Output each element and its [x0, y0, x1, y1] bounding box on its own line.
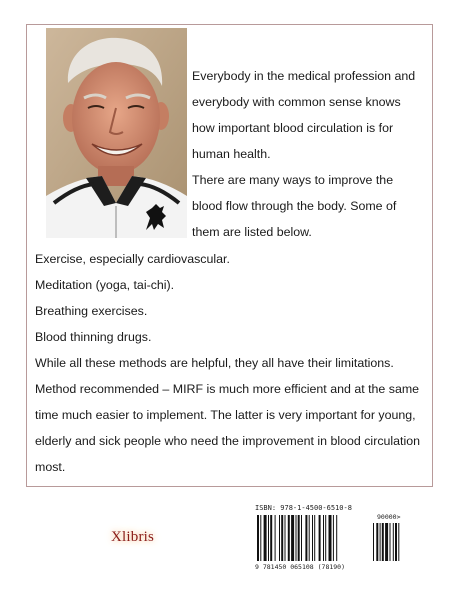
publisher-logo: Xlibris: [111, 529, 155, 545]
closing-paragraph: While all these methods are helpful, they all have their limitations.: [35, 356, 394, 370]
list-item: Breathing exercises.: [35, 304, 148, 318]
intro-paragraph: There are many ways to improve the blood flow through the body. Some of them are listed below.: [192, 173, 397, 239]
intro-text: [192, 63, 422, 245]
list-item: Exercise, especially cardiovascular.: [35, 252, 230, 266]
closing-paragraph: Method recommended – MIRF is much more efficient and at the same time much easier to implement. The latter is very important for young, elderly and sick people who need the improvement in blood circulation most.: [35, 382, 421, 474]
barcode-digits: 9 781450 065108 (78190): [255, 563, 346, 571]
price-code: 90000>: [377, 513, 401, 521]
barcode: [255, 504, 407, 574]
list-item: Meditation (yoga, tai-chi).: [35, 278, 175, 292]
author-portrait-image: [46, 28, 187, 238]
intro-paragraph: Everybody in the medical profession and everybody with common sense knows how important blood circulation is for human health.: [192, 69, 416, 161]
list-item: Blood thinning drugs.: [35, 330, 152, 344]
body-text: [35, 246, 427, 480]
isbn-label: ISBN: 978-1-4500-6510-8: [255, 504, 352, 512]
barcode-bars: [255, 515, 407, 565]
author-photo: [46, 28, 187, 238]
